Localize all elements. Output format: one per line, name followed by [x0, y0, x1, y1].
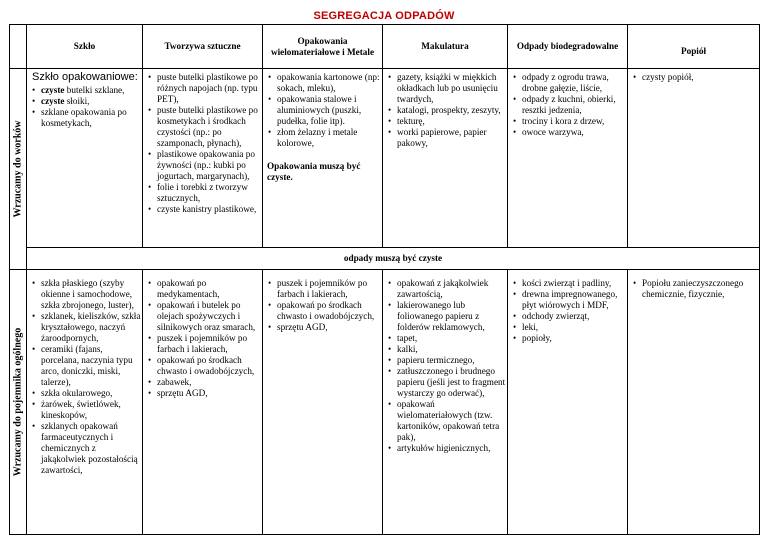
list-item: • puste butelki plastikowe po kosmetykach i środkach czystości (np.: po szamponach, płynach),: [157, 105, 262, 149]
header-plastic: Tworzywa sztuczne: [143, 25, 263, 69]
list-item: • szkła płaskiego (szyby okienne i samochodowe, szkła zbrojonego, luster),: [41, 278, 142, 311]
list-item: • Popiołu zanieczyszczonego chemicznie, fizycznie,: [642, 278, 759, 300]
list-item: • opakowań z jakąkolwiek zawartością,: [397, 278, 507, 300]
list-item: • czyste butelki szklane,: [41, 85, 142, 96]
list-item: • artykułów higienicznych,: [397, 443, 507, 454]
list-item: • opakowania stalowe i aluminiowych (puszki, pudełka, folie itp).: [277, 94, 382, 127]
bags-glass-cell: [27, 69, 143, 248]
bags-row: [10, 69, 760, 248]
general-glass-cell: [27, 270, 143, 535]
list-item: • opakowań wielomateriałowych (tzw. kartoników, opakowań tetra pak),: [397, 399, 507, 443]
list-item: • leki,: [522, 322, 627, 333]
bags-bio-cell: [508, 69, 628, 248]
bags-plastic-cell: [143, 69, 263, 248]
list-item: • tekturę,: [397, 116, 507, 127]
glass-subheading: Szkło opakowaniowe:: [32, 71, 138, 83]
list-item: • ceramiki (fajans, porcelana, naczynia typu arco, doniczki, miski, talerze),: [41, 344, 142, 388]
list-item: • czyste słoiki,: [41, 96, 142, 107]
bags-multi-cell: [263, 69, 383, 248]
list-item: • złom żelazny i metale kolorowe,: [277, 127, 382, 149]
segregation-table: [9, 24, 760, 535]
general-row-label: Wrzucamy do pojemnika ogólnego: [12, 327, 24, 477]
list-item: • odchody zwierząt,: [522, 311, 627, 322]
clean-packaging-note: Opakowania muszą być czyste.: [267, 161, 361, 182]
list-item: • szklanych opakowań farmaceutycznych i chemicznych z jakąkolwiek pozostałością zawartości,: [41, 421, 142, 476]
general-plastic-cell: [143, 270, 263, 535]
list-item: • katalogi, prospekty, zeszyty,: [397, 105, 507, 116]
list-item: • tapet,: [397, 333, 507, 344]
list-item: • czyste kanistry plastikowe,: [157, 204, 262, 215]
list-item: • drewna impregnowanego, płyt wiórowych i MDF,: [522, 289, 627, 311]
list-item: • trociny i kora z drzew,: [522, 116, 627, 127]
list-item: • popioły,: [522, 333, 627, 344]
bags-row-label: Wrzucamy do worków: [12, 120, 24, 218]
list-item: • sprzętu AGD,: [157, 388, 262, 399]
list-item: • kości zwierząt i padliny,: [522, 278, 627, 289]
clean-waste-note: odpady muszą być czyste: [27, 248, 760, 270]
list-item: • opakowań po medykamentach,: [157, 278, 262, 300]
list-item: • odpady z ogrodu trawa, drobne gałęzie, liście,: [522, 72, 627, 94]
list-item: • owoce warzywa,: [522, 127, 627, 138]
list-item: • folie i torebki z tworzyw sztucznych,: [157, 182, 262, 204]
list-item: • lakierowanego lub foliowanego papieru z folderów reklamowych,: [397, 300, 507, 333]
list-item: • szkła okularowego,: [41, 388, 142, 399]
list-item: • papieru termicznego,: [397, 355, 507, 366]
list-item: • czysty popiół,: [642, 72, 759, 83]
list-item: • plastikowe opakowania po żywności (np.: kubki po jogurtach, margarynach),: [157, 149, 262, 182]
list-item: • opakowań po środkach chwasto i owadobójczych,: [277, 300, 382, 322]
general-paper-cell: [383, 270, 508, 535]
general-row: [10, 270, 760, 535]
general-row-label-cell: [10, 270, 27, 535]
header-multi: Opakowania wielomateriałowe i Metale: [263, 25, 383, 69]
bags-paper-cell: [383, 69, 508, 248]
list-item: • szklanek, kieliszków, szkła kryształowego, naczyń żaroodpornych,: [41, 311, 142, 344]
list-item: • kalki,: [397, 344, 507, 355]
header-ash: Popiół: [628, 25, 760, 69]
list-item: • opakowań i butelek po olejach spożywczych i silnikowych oraz smarach,: [157, 300, 262, 333]
header-paper: Makulatura: [383, 25, 508, 69]
list-item: • żarówek, świetlówek, kineskopów,: [41, 399, 142, 421]
bags-row-label-cell: [10, 69, 27, 270]
list-item: • opakowania kartonowe (np: sokach, mleku),: [277, 72, 382, 94]
list-item: • zatłuszczonego i brudnego papieru (jeśli jest to fragment wystarczy go oderwać),: [397, 366, 507, 399]
list-item: • worki papierowe, papier pakowy,: [397, 127, 507, 149]
clean-note-row: [10, 248, 760, 270]
list-item: • szklane opakowania po kosmetykach,: [41, 107, 142, 129]
list-item: • opakowań po środkach chwasto i owadobójczych,: [157, 355, 262, 377]
general-bio-cell: [508, 270, 628, 535]
list-item: • puszek i pojemników po farbach i lakierach,: [277, 278, 382, 300]
general-ash-cell: [628, 270, 760, 535]
list-item: • puste butelki plastikowe po różnych napojach (np. typu PET),: [157, 72, 262, 105]
bags-ash-cell: [628, 69, 760, 248]
corner-cell: [10, 25, 27, 69]
header-row: [10, 25, 760, 69]
document-title: SEGREGACJA ODPADÓW: [313, 10, 455, 22]
header-glass: Szkło: [27, 25, 143, 69]
general-multi-cell: [263, 270, 383, 535]
header-bio: Odpady biodegradowalne: [508, 25, 628, 69]
list-item: • odpady z kuchni, obierki, resztki jedzenia,: [522, 94, 627, 116]
list-item: • puszek i pojemników po farbach i lakierach,: [157, 333, 262, 355]
list-item: • sprzętu AGD,: [277, 322, 382, 333]
list-item: • zabawek,: [157, 377, 262, 388]
list-item: • gazety, książki w miękkich okładkach lub po usunięciu twardych,: [397, 72, 507, 105]
